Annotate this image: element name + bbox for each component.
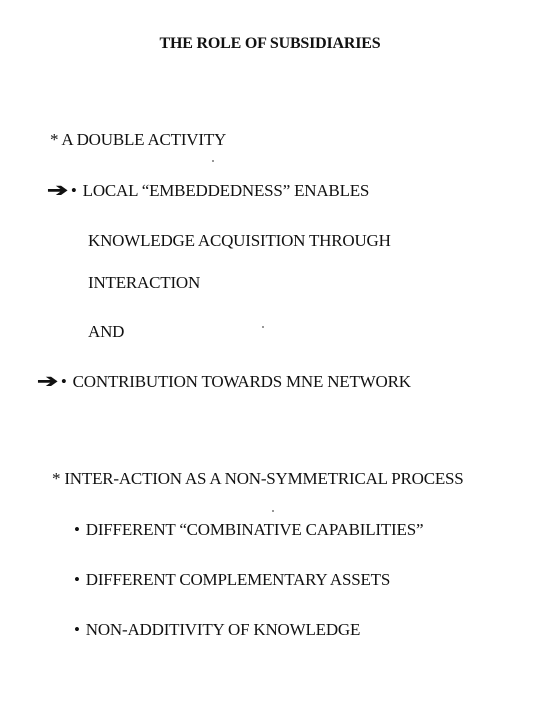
slide-title: THE ROLE OF SUBSIDIARIES xyxy=(159,35,381,52)
bullet-icon: • xyxy=(74,620,80,639)
section-heading-double-activity: * A DOUBLE ACTIVITY xyxy=(50,130,227,149)
list-item-combinative-capabilities xyxy=(74,520,423,540)
conjunction-and: AND xyxy=(88,322,125,341)
list-item-complementary-assets xyxy=(74,570,390,590)
bullet-text: LOCAL “EMBEDDEDNESS” ENABLES xyxy=(82,181,370,200)
bullet-icon: • xyxy=(60,372,67,391)
list-item-text: NON-ADDITIVITY OF KNOWLEDGE xyxy=(85,620,361,639)
arrow-icon: ➔ xyxy=(37,371,58,391)
continuation-interaction: INTERACTION xyxy=(88,273,201,292)
list-item-text: DIFFERENT COMPLEMENTARY ASSETS xyxy=(85,570,391,589)
bullet-icon: • xyxy=(74,570,80,589)
bullet-text: CONTRIBUTION TOWARDS MNE NETWORK xyxy=(72,372,411,391)
bullet-icon: • xyxy=(74,520,80,539)
scan-speck xyxy=(272,510,274,512)
bullet-local-embeddedness xyxy=(47,180,370,201)
arrow-icon: ➔ xyxy=(47,180,68,200)
scan-speck xyxy=(212,160,214,162)
section-heading-inter-action: * INTER-ACTION AS A NON-SYMMETRICAL PROCESS xyxy=(52,469,464,488)
bullet-contribution-network xyxy=(37,371,411,392)
scan-speck xyxy=(262,326,264,328)
bullet-icon: • xyxy=(70,181,77,200)
list-item-text: DIFFERENT “COMBINATIVE CAPABILITIES” xyxy=(85,520,424,539)
list-item-non-additivity xyxy=(74,620,360,640)
continuation-knowledge-acquisition: KNOWLEDGE ACQUISITION THROUGH xyxy=(88,231,391,250)
